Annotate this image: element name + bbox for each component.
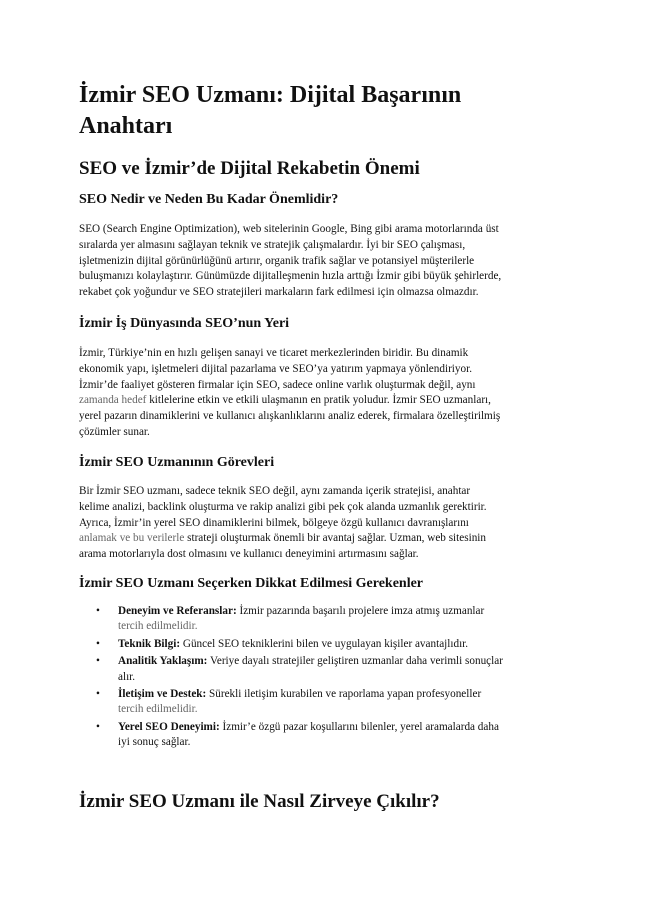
text-line: sıralarda yer almasını sağlayan teknik ve stratejik çalışmalardır. İyi bir SEO çalışması, bbox=[79, 238, 466, 251]
text-line bbox=[79, 393, 579, 409]
text-line: Bir İzmir SEO uzmanı, sadece teknik SEO değil, aynı zamanda içerik stratejisi, anahtar bbox=[79, 485, 471, 497]
section-heading-seo-rekabet: SEO ve İzmir’de Dijital Rekabetin Önemi bbox=[79, 158, 420, 179]
text-line: buluşmanızı kolaylaştırır. Günümüzde dijitalleşmenin hızla arttığı İzmir gibi büyük şehirlerde, bbox=[79, 270, 502, 283]
text-line: ekonomik yapı, işletmeleri dijital pazarlama ve SEO’ya yatırım yapmaya yönlendiriyor. bbox=[79, 362, 472, 375]
text-line: işletmenizin dijital görünürlüğünü artırır, organik trafik sağlar ve potansiyel müşterilerle bbox=[79, 254, 475, 267]
text-line: arama motorlarıyla dost olmasını ve kullanıcı deneyimini artırmasını sağlar. bbox=[79, 548, 419, 561]
item-continuation: tercih edilmelidir. bbox=[118, 620, 198, 633]
bullet-icon: • bbox=[96, 720, 100, 733]
item-continuation: alır. bbox=[118, 670, 136, 683]
item-continuation: iyi sonuç sağlar. bbox=[118, 736, 191, 749]
faded-text: zamanda hedef bbox=[79, 394, 147, 407]
list-item bbox=[79, 687, 579, 718]
text-line: yerel pazarın dinamiklerini ve kullanıcı alışkanlıklarını analiz ederek, firmalara özelleştirilmiş bbox=[79, 410, 501, 423]
item-line bbox=[118, 637, 579, 652]
item-text: Güncel SEO tekniklerini bilen ve uygulayan kişiler avantajlıdır. bbox=[180, 637, 469, 650]
item-line bbox=[118, 720, 579, 735]
list-item bbox=[79, 637, 579, 652]
bullet-icon: • bbox=[96, 688, 100, 701]
text-line: Ayrıca, İzmir’in yerel SEO dinamiklerini bilmek, bölgeye özgü kullanıcı davranışlarını bbox=[79, 516, 469, 529]
text-run: kitlelerine etkin ve etkili ulaşmanın en pratik yoludur. İzmir SEO uzmanları, bbox=[146, 394, 491, 407]
paragraph-gorevler bbox=[79, 484, 579, 563]
text-line: rekabet çok yoğundur ve SEO stratejileri markaların fark edilmesi için olmazsa olmazdır. bbox=[79, 286, 479, 299]
item-label: Analitik Yaklaşım: bbox=[118, 655, 208, 668]
item-text: Sürekli iletişim kurabilen ve raporlama yapan profesyoneller bbox=[206, 688, 482, 701]
bullet-icon: • bbox=[96, 655, 100, 668]
text-run: strateji oluşturmak önemli bir avantaj sağlar. Uzman, web sitesinin bbox=[184, 532, 486, 545]
subheading-seo-nedir: SEO Nedir ve Neden Bu Kadar Önemlidir? bbox=[79, 192, 339, 207]
text-line: SEO (Search Engine Optimization), web sitelerinin Google, Bing gibi arama motorlarında üst bbox=[79, 223, 499, 235]
bullet-icon: • bbox=[96, 637, 100, 650]
subheading-gorevler: İzmir SEO Uzmanının Görevleri bbox=[79, 455, 275, 470]
title-line-1: İzmir SEO Uzmanı: Dijital Başarının bbox=[79, 82, 462, 108]
list-item bbox=[79, 654, 579, 685]
criteria-list bbox=[79, 604, 579, 753]
text-line bbox=[79, 531, 579, 547]
item-label: Deneyim ve Referanslar: bbox=[118, 605, 237, 617]
subheading-dikkat-edilmesi: İzmir SEO Uzmanı Seçerken Dikkat Edilmesi Gerekenler bbox=[79, 576, 424, 591]
section-heading-zirve: İzmir SEO Uzmanı ile Nasıl Zirveye Çıkılır? bbox=[79, 791, 440, 812]
document-title bbox=[79, 80, 579, 142]
text-line: çözümler sunar. bbox=[79, 425, 150, 438]
paragraph-seo-nedir bbox=[79, 222, 579, 301]
item-line bbox=[118, 687, 579, 702]
list-item bbox=[79, 604, 579, 635]
title-line-2: Anahtarı bbox=[79, 113, 173, 139]
item-text: Veriye dayalı stratejiler geliştiren uzmanlar daha verimli sonuçlar bbox=[207, 655, 503, 668]
item-line bbox=[118, 654, 579, 669]
text-line: İzmir’de faaliyet gösteren firmalar için SEO, sadece online varlık oluşturmak değil, aynı bbox=[79, 378, 476, 391]
item-text: İzmir pazarında başarılı projelere imza atmış uzmanlar bbox=[236, 605, 485, 617]
list-item bbox=[79, 720, 579, 751]
item-continuation: tercih edilmelidir. bbox=[118, 703, 198, 716]
text-line: kelime analizi, backlink oluşturma ve rakip analizi gibi pek çok alanda uzmanlık gerektirir. bbox=[79, 500, 487, 513]
subheading-is-dunyasi: İzmir İş Dünyasında SEO’nun Yeri bbox=[79, 316, 290, 331]
item-line bbox=[118, 604, 579, 619]
item-label: İletişim ve Destek: bbox=[118, 688, 207, 701]
paragraph-is-dunyasi bbox=[79, 346, 579, 441]
text-line: İzmir, Türkiye’nin en hızlı gelişen sanayi ve ticaret merkezlerinden biridir. Bu dinamik bbox=[79, 347, 469, 359]
faded-text: anlamak ve bu verilerle bbox=[79, 532, 185, 545]
item-label: Teknik Bilgi: bbox=[118, 637, 181, 650]
bullet-icon: • bbox=[96, 605, 100, 617]
item-text: İzmir’e özgü pazar koşullarını bilenler, yerel aramalarda daha bbox=[219, 720, 499, 733]
item-label: Yerel SEO Deneyimi: bbox=[118, 720, 220, 733]
